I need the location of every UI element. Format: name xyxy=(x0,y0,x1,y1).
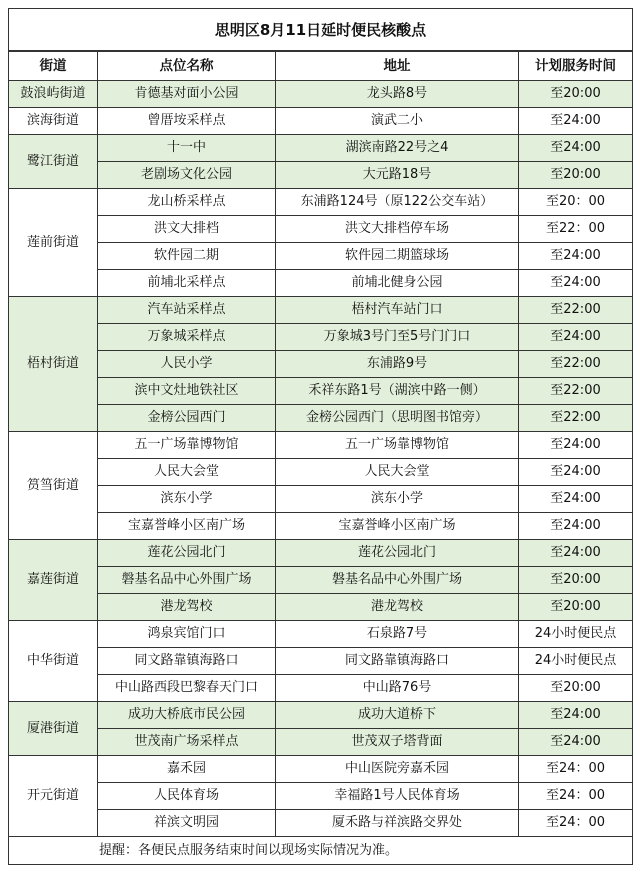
table-row xyxy=(9,513,633,540)
address-cell: 宝嘉誉峰小区南广场 xyxy=(276,513,519,540)
table-row xyxy=(9,486,633,513)
schedule-table-container xyxy=(8,8,632,865)
site-cell: 金榜公园西门 xyxy=(98,405,276,432)
site-cell: 同文路靠镇海路口 xyxy=(98,648,276,675)
site-cell: 世茂南广场采样点 xyxy=(98,729,276,756)
address-cell: 磐基名品中心外围广场 xyxy=(276,567,519,594)
address-cell: 成功大道桥下 xyxy=(276,702,519,729)
site-cell: 曾厝垵采样点 xyxy=(98,108,276,135)
time-cell: 至24:00 xyxy=(519,513,633,540)
time-cell: 至20：00 xyxy=(519,189,633,216)
site-cell: 软件园二期 xyxy=(98,243,276,270)
address-cell: 幸福路1号人民体育场 xyxy=(276,783,519,810)
table-row xyxy=(9,675,633,702)
site-cell: 滨东小学 xyxy=(98,486,276,513)
site-cell: 滨中文灶地铁社区 xyxy=(98,378,276,405)
address-cell: 大元路18号 xyxy=(276,162,519,189)
address-cell: 万象城3号门至5号门门口 xyxy=(276,324,519,351)
table-row xyxy=(9,324,633,351)
time-cell: 至24:00 xyxy=(519,702,633,729)
site-cell: 中山路西段巴黎春天门口 xyxy=(98,675,276,702)
time-cell: 至24：00 xyxy=(519,810,633,837)
site-cell: 祥滨文明园 xyxy=(98,810,276,837)
street-cell: 莲前街道 xyxy=(9,189,98,297)
table-row xyxy=(9,378,633,405)
schedule-table xyxy=(8,8,633,865)
address-cell: 龙头路8号 xyxy=(276,81,519,108)
address-cell: 厦禾路与祥滨路交界处 xyxy=(276,810,519,837)
address-cell: 中山医院旁嘉禾园 xyxy=(276,756,519,783)
time-cell: 24小时便民点 xyxy=(519,648,633,675)
site-cell: 港龙驾校 xyxy=(98,594,276,621)
table-title: 思明区8月11日延时便民核酸点 xyxy=(9,9,633,52)
table-row xyxy=(9,405,633,432)
time-cell: 至24:00 xyxy=(519,135,633,162)
header-site: 点位名称 xyxy=(98,51,276,81)
site-cell: 汽车站采样点 xyxy=(98,297,276,324)
table-row xyxy=(9,594,633,621)
table-row xyxy=(9,216,633,243)
header-street: 街道 xyxy=(9,51,98,81)
table-row xyxy=(9,756,633,783)
address-cell: 禾祥东路1号（湖滨中路一侧） xyxy=(276,378,519,405)
site-cell: 五一广场靠博物馆 xyxy=(98,432,276,459)
table-row xyxy=(9,81,633,108)
table-row xyxy=(9,189,633,216)
address-cell: 滨东小学 xyxy=(276,486,519,513)
time-cell: 至24：00 xyxy=(519,783,633,810)
time-cell: 至24：00 xyxy=(519,756,633,783)
table-row xyxy=(9,783,633,810)
table-row xyxy=(9,270,633,297)
header-address: 地址 xyxy=(276,51,519,81)
table-row xyxy=(9,702,633,729)
site-cell: 莲花公园北门 xyxy=(98,540,276,567)
table-row xyxy=(9,135,633,162)
address-cell: 洪文大排档停车场 xyxy=(276,216,519,243)
time-cell: 至20:00 xyxy=(519,567,633,594)
address-cell: 世茂双子塔背面 xyxy=(276,729,519,756)
table-row xyxy=(9,459,633,486)
time-cell: 至24:00 xyxy=(519,459,633,486)
time-cell: 至22:00 xyxy=(519,351,633,378)
time-cell: 至20:00 xyxy=(519,162,633,189)
site-cell: 宝嘉誉峰小区南广场 xyxy=(98,513,276,540)
site-cell: 万象城采样点 xyxy=(98,324,276,351)
time-cell: 至24:00 xyxy=(519,729,633,756)
site-cell: 老剧场文化公园 xyxy=(98,162,276,189)
site-cell: 鸿泉宾馆门口 xyxy=(98,621,276,648)
header-row xyxy=(9,51,633,81)
time-cell: 至24:00 xyxy=(519,108,633,135)
address-cell: 同文路靠镇海路口 xyxy=(276,648,519,675)
time-cell: 至22:00 xyxy=(519,405,633,432)
header-time: 计划服务时间 xyxy=(519,51,633,81)
title-row xyxy=(9,9,633,52)
site-cell: 人民大会堂 xyxy=(98,459,276,486)
time-cell: 至24:00 xyxy=(519,324,633,351)
time-cell: 至20:00 xyxy=(519,81,633,108)
time-cell: 至20:00 xyxy=(519,675,633,702)
street-cell: 厦港街道 xyxy=(9,702,98,756)
site-cell: 人民小学 xyxy=(98,351,276,378)
table-row xyxy=(9,729,633,756)
table-row xyxy=(9,648,633,675)
time-cell: 至20:00 xyxy=(519,594,633,621)
table-row xyxy=(9,540,633,567)
table-row xyxy=(9,162,633,189)
site-cell: 嘉禾园 xyxy=(98,756,276,783)
address-cell: 港龙驾校 xyxy=(276,594,519,621)
address-cell: 演武二小 xyxy=(276,108,519,135)
address-cell: 东浦路9号 xyxy=(276,351,519,378)
address-cell: 前埔北健身公园 xyxy=(276,270,519,297)
table-row xyxy=(9,108,633,135)
address-cell: 金榜公园西门（思明图书馆旁） xyxy=(276,405,519,432)
street-cell: 嘉莲街道 xyxy=(9,540,98,621)
table-row xyxy=(9,351,633,378)
site-cell: 成功大桥底市民公园 xyxy=(98,702,276,729)
time-cell: 至24:00 xyxy=(519,243,633,270)
address-cell: 软件园二期篮球场 xyxy=(276,243,519,270)
table-row xyxy=(9,432,633,459)
time-cell: 至22:00 xyxy=(519,297,633,324)
note-row xyxy=(9,837,633,865)
site-cell: 龙山桥采样点 xyxy=(98,189,276,216)
site-cell: 前埔北采样点 xyxy=(98,270,276,297)
table-row xyxy=(9,297,633,324)
footnote: 提醒：各便民点服务结束时间以现场实际情况为准。 xyxy=(9,837,633,865)
address-cell: 梧村汽车站门口 xyxy=(276,297,519,324)
site-cell: 磐基名品中心外围广场 xyxy=(98,567,276,594)
address-cell: 五一广场靠博物馆 xyxy=(276,432,519,459)
site-cell: 洪文大排档 xyxy=(98,216,276,243)
street-cell: 筼筜街道 xyxy=(9,432,98,540)
address-cell: 东浦路124号（原122公交车站） xyxy=(276,189,519,216)
street-cell: 中华街道 xyxy=(9,621,98,702)
table-row xyxy=(9,621,633,648)
site-cell: 人民体育场 xyxy=(98,783,276,810)
time-cell: 至24:00 xyxy=(519,540,633,567)
address-cell: 中山路76号 xyxy=(276,675,519,702)
time-cell: 至22：00 xyxy=(519,216,633,243)
street-cell: 梧村街道 xyxy=(9,297,98,432)
street-cell: 鼓浪屿街道 xyxy=(9,81,98,108)
address-cell: 人民大会堂 xyxy=(276,459,519,486)
street-cell: 滨海街道 xyxy=(9,108,98,135)
time-cell: 至22:00 xyxy=(519,378,633,405)
table-row xyxy=(9,810,633,837)
table-row xyxy=(9,243,633,270)
address-cell: 莲花公园北门 xyxy=(276,540,519,567)
address-cell: 湖滨南路22号之4 xyxy=(276,135,519,162)
site-cell: 肯德基对面小公园 xyxy=(98,81,276,108)
address-cell: 石泉路7号 xyxy=(276,621,519,648)
time-cell: 24小时便民点 xyxy=(519,621,633,648)
site-cell: 十一中 xyxy=(98,135,276,162)
street-cell: 鹭江街道 xyxy=(9,135,98,189)
time-cell: 至24:00 xyxy=(519,270,633,297)
table-row xyxy=(9,567,633,594)
time-cell: 至24:00 xyxy=(519,432,633,459)
street-cell: 开元街道 xyxy=(9,756,98,837)
time-cell: 至24:00 xyxy=(519,486,633,513)
